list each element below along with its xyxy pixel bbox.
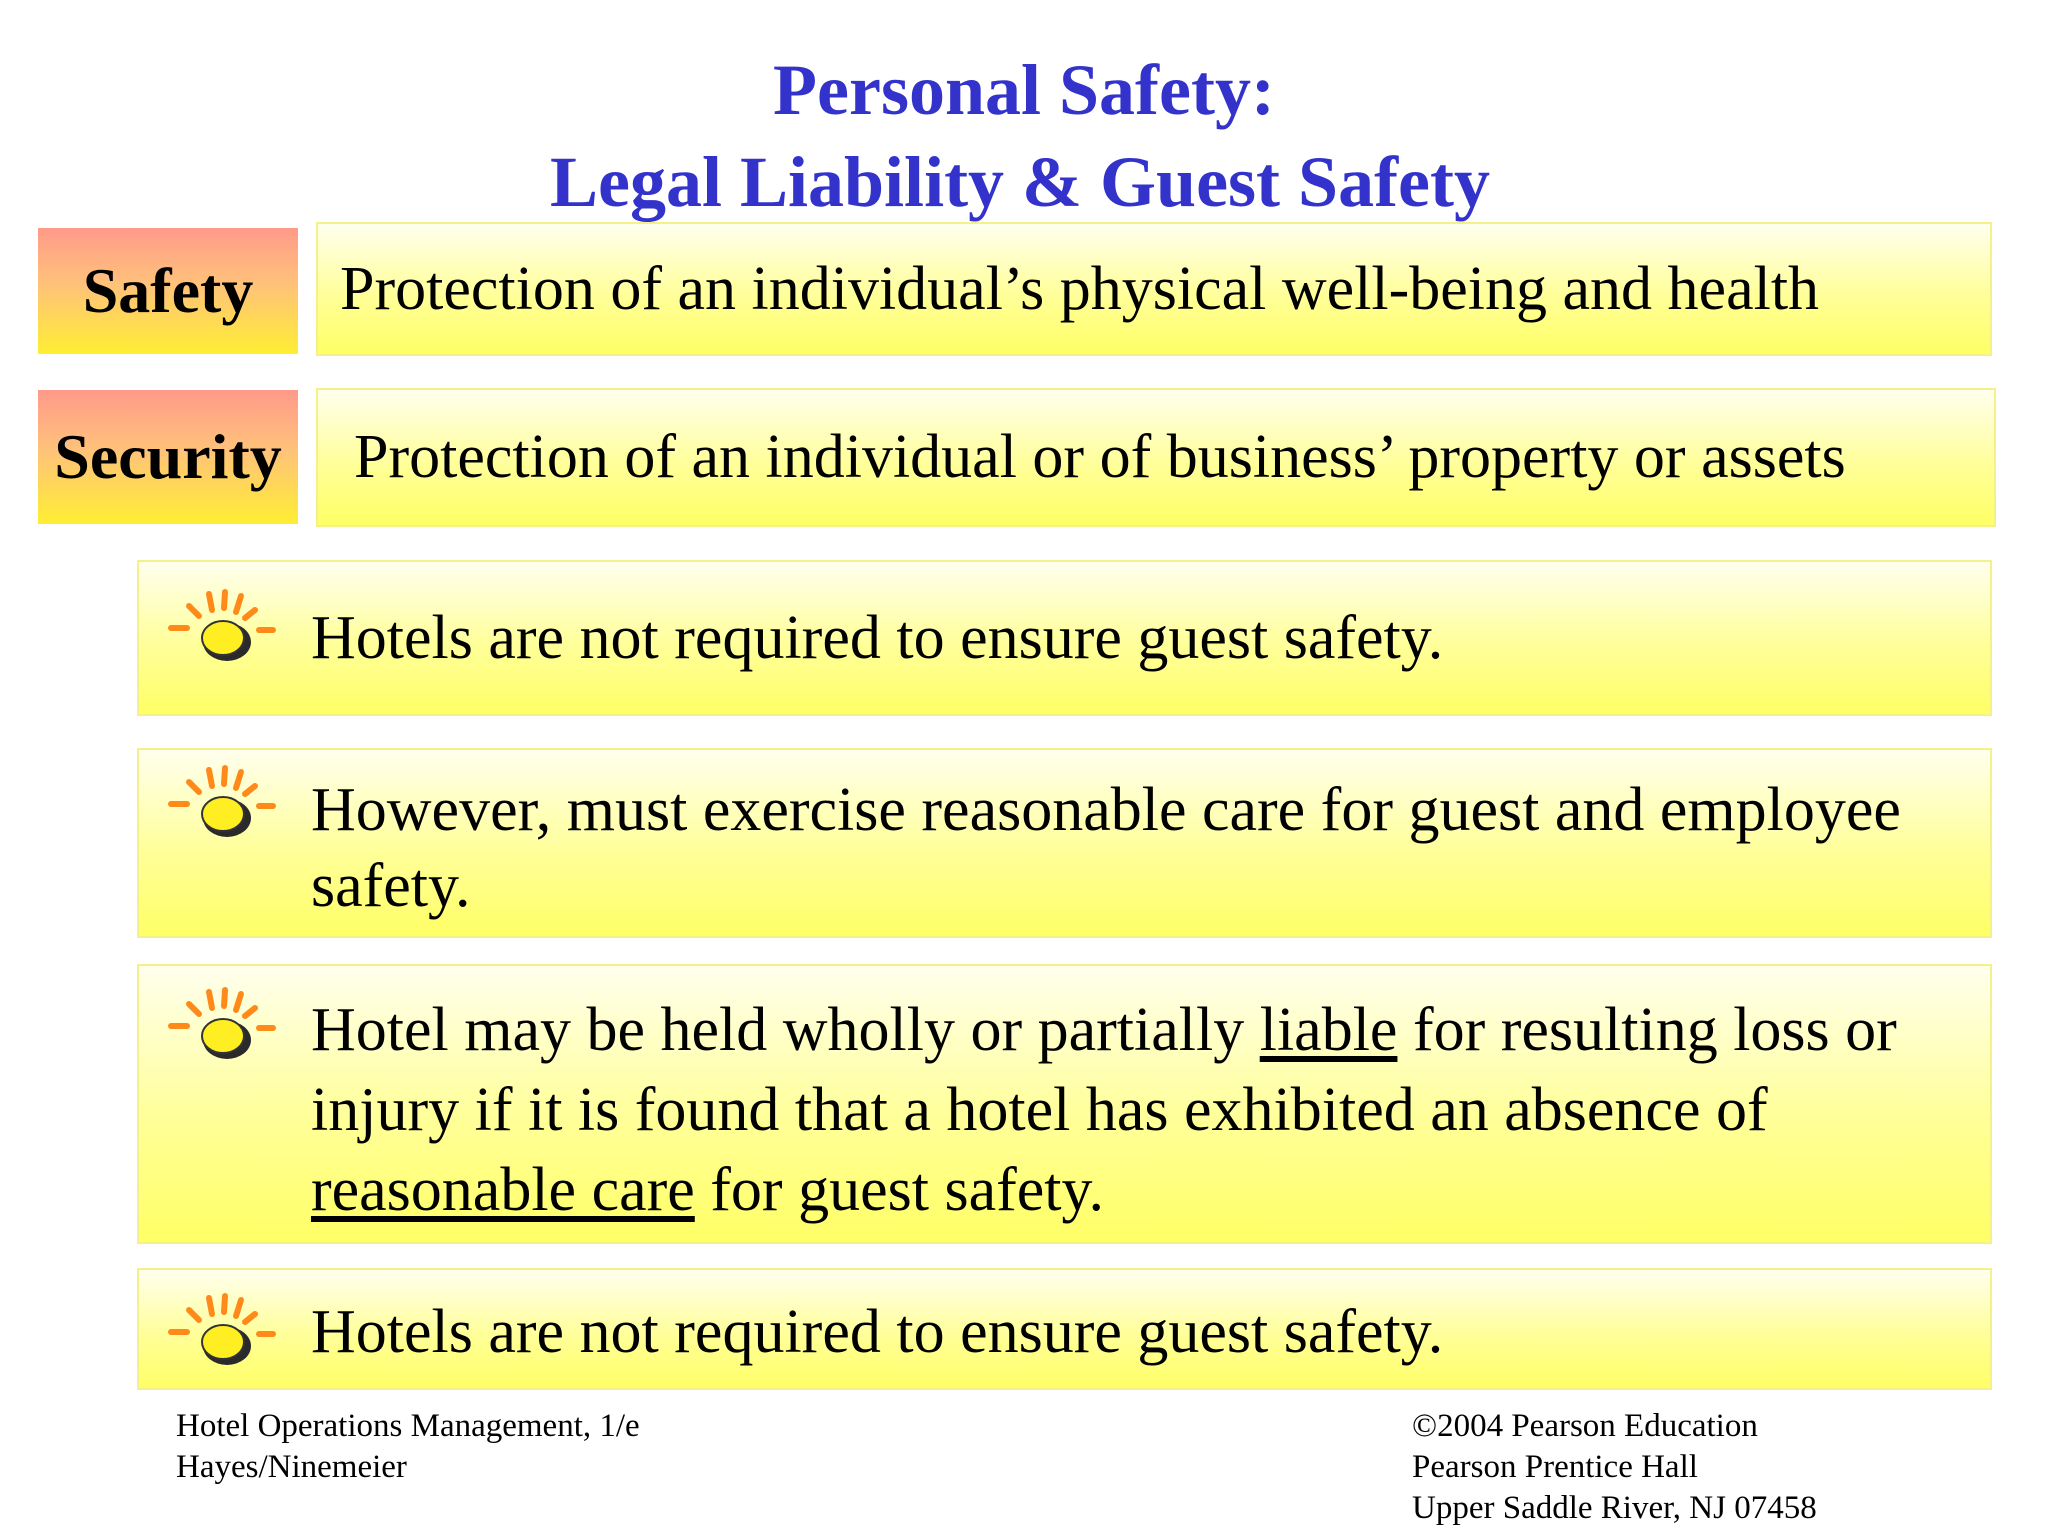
bullet-box-2 xyxy=(137,748,1992,938)
bullet-3-part2: for resulting loss or injury if it is found that a hotel has exhibited an absence of xyxy=(311,996,1897,1144)
footer-book-title: Hotel Operations Management, 1/e xyxy=(176,1408,640,1444)
term-security: Security xyxy=(38,390,298,524)
footer-left xyxy=(176,1406,640,1488)
sun-burst-icon xyxy=(165,1292,277,1372)
definition-security: Protection of an individual or of business’ property or assets xyxy=(316,388,1996,527)
footer-copyright: ©2004 Pearson Education xyxy=(1412,1408,1758,1444)
term-safety: Safety xyxy=(38,228,298,354)
slide-title-line2: Legal Liability & Guest Safety xyxy=(550,142,1490,222)
slide-title-line1: Personal Safety: xyxy=(773,50,1275,130)
footer-publisher: Pearson Prentice Hall xyxy=(1412,1449,1698,1485)
bullet-box-4 xyxy=(137,1268,1992,1390)
reasonable-care-term: reasonable care xyxy=(311,1156,695,1224)
bullet-box-1 xyxy=(137,560,1992,716)
bullet-text-4: Hotels are not required to ensure guest safety. xyxy=(311,1298,1444,1366)
sun-burst-icon xyxy=(165,986,277,1066)
sun-burst-icon xyxy=(165,588,277,668)
bullet-text-1: Hotels are not required to ensure guest safety. xyxy=(311,604,1444,672)
footer-address: Upper Saddle River, NJ 07458 xyxy=(1412,1490,1817,1526)
footer-authors: Hayes/Ninemeier xyxy=(176,1449,407,1485)
footer-right xyxy=(1412,1406,1817,1529)
bullet-3-part3: for guest safety. xyxy=(694,1156,1104,1224)
sun-burst-icon xyxy=(165,764,277,844)
bullet-3-part1: Hotel may be held wholly or partially xyxy=(311,996,1260,1064)
liable-term: liable xyxy=(1259,996,1398,1064)
bullet-box-3 xyxy=(137,964,1992,1244)
definition-safety: Protection of an individual’s physical well-being and health xyxy=(316,222,1992,356)
bullet-text-2: However, must exercise reasonable care for guest and employee safety. xyxy=(311,776,1901,920)
bullet-text-3 xyxy=(311,990,1970,1230)
